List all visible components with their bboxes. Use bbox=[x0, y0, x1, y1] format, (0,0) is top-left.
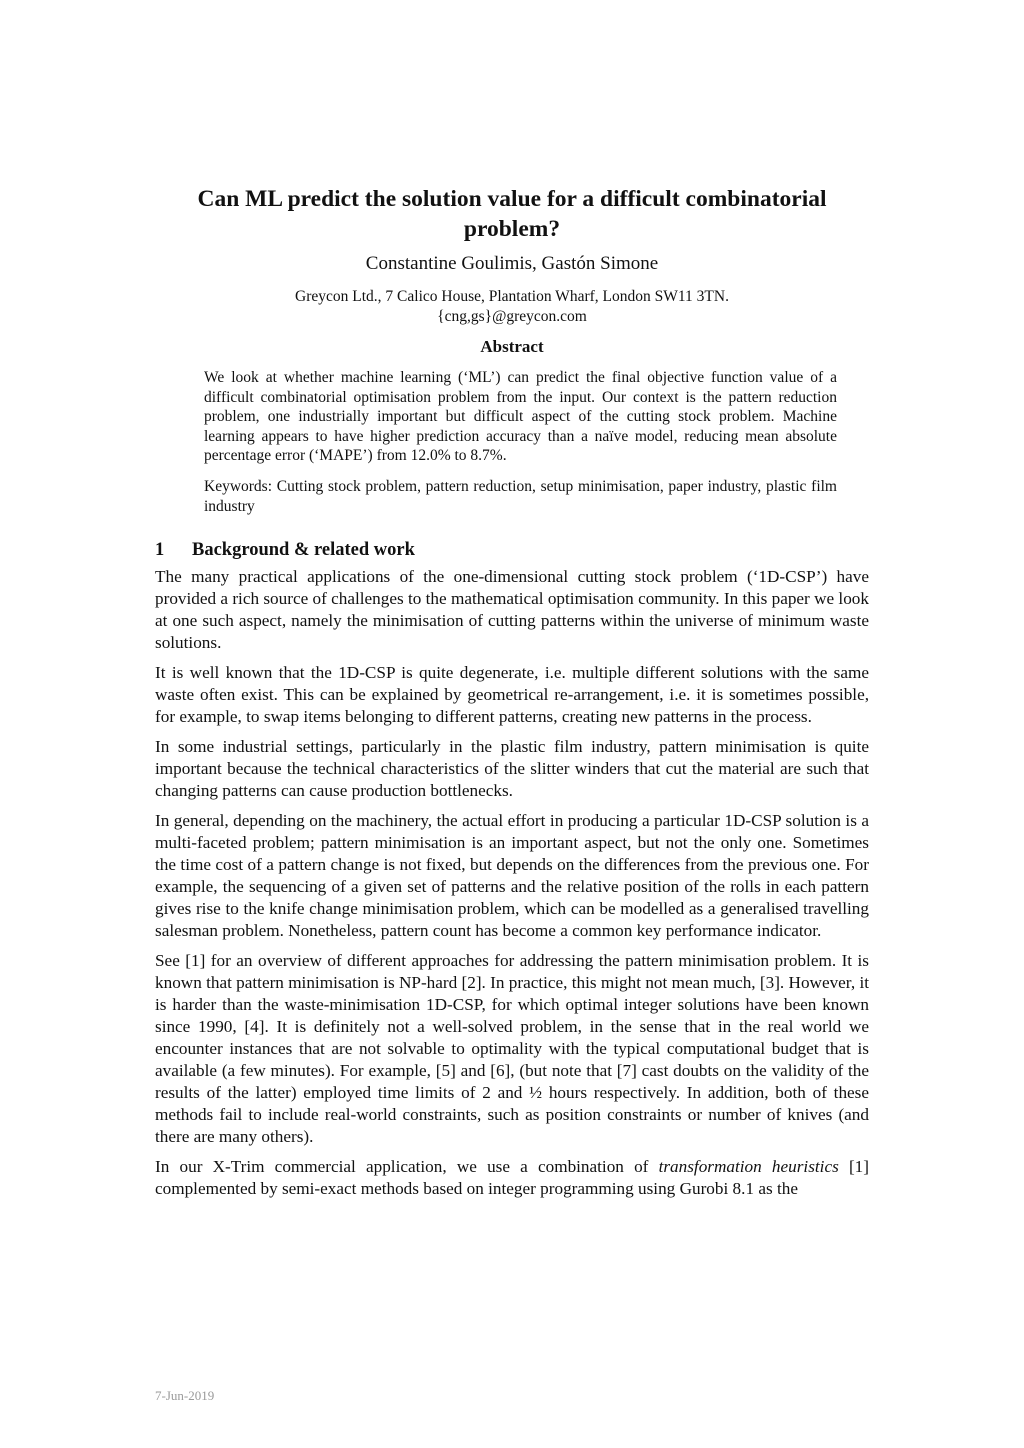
affiliation-address: Greycon Ltd., 7 Calico House, Plantation Wharf, London SW11 3TN. bbox=[295, 288, 729, 305]
body-paragraph-6 bbox=[155, 1156, 869, 1200]
abstract-heading: Abstract bbox=[480, 337, 544, 356]
section-title: Background & related work bbox=[192, 540, 415, 560]
body-paragraph-5: See [1] for an overview of different approaches for addressing the pattern minimisation problem. It is known that pattern minimisation is NP-hard [2]. In practice, this might not mean much, [3]. However, it is harder than the waste-minimisation 1D-CSP, for which optimal integer solutions have been known since 1990, [4]. It is definitely not a well-solved problem, in the sense that in the real world we encounter instances that are not solvable to optimality with the typical computational budget that is available (a few minutes). For example, [5] and [6], (but note that [7] cast doubts on the validity of the results of the latter) employed time limits of 2 and ½ hours respectively. In addition, both of these methods fail to include real-world constraints, such as position constraints or number of knives (and there are many others). bbox=[155, 951, 869, 1146]
abstract-text: We look at whether machine learning (‘ML’) can predict the final objective function value of a difficult combinatorial optimisation problem from the input. Our context is the pattern reduction problem, one industrially important but difficult aspect of the cutting stock problem. Machine learning appears to have higher prediction accuracy than a naïve model, reducing mean absolute percentage error (‘MAPE’) from 12.0% to 8.7%. bbox=[204, 369, 837, 465]
affiliation-block bbox=[150, 287, 874, 327]
keywords-text: Keywords: Cutting stock problem, pattern reduction, setup minimisation, paper industry, plastic film industry bbox=[204, 478, 837, 515]
author-email: {cng,gs}@greycon.com bbox=[437, 308, 587, 325]
paragraph-6-end: [1] complemented by semi-exact methods based on integer programming using Gurobi 8.1 as the bbox=[155, 1157, 869, 1198]
section-body bbox=[155, 566, 869, 1208]
body-paragraph-4: In general, depending on the machinery, the actual effort in producing a particular 1D-CSP solution is a multi-faceted problem; pattern minimisation is an important aspect, but not the only one. Sometimes the time cost of a pattern change is not fixed, but depends on the differences from the previous one. For example, the sequencing of a given set of patterns and the relative position of the rolls in each pattern gives rise to the knife change minimisation problem, which can be modelled as a generalised travelling salesman problem. Nonetheless, pattern count has become a common key performance indicator. bbox=[155, 811, 869, 940]
body-paragraph-2: It is well known that the 1D-CSP is quite degenerate, i.e. multiple different solutions with the same waste often exist. This can be explained by geometrical re-arrangement, i.e. it is sometimes possible, for example, to swap items belonging to different patterns, creating new patterns in the process. bbox=[155, 663, 869, 726]
emphasized-term: transformation heuristics bbox=[658, 1157, 839, 1176]
paper-title: Can ML predict the solution value for a difficult combinatorial problem? bbox=[197, 186, 827, 242]
author-list: Constantine Goulimis, Gastón Simone bbox=[365, 253, 659, 274]
section-number: 1 bbox=[155, 540, 165, 560]
body-paragraph-1: The many practical applications of the one-dimensional cutting stock problem (‘1D-CSP’) have provided a rich source of challenges to the mathematical optimisation community. In this paper we look at one such aspect, namely the minimisation of cutting patterns within the universe of minimum waste solutions. bbox=[155, 567, 869, 652]
paragraph-6-start: In our X-Trim commercial application, we use a combination of bbox=[155, 1157, 659, 1176]
footer-date: 7-Jun-2019 bbox=[155, 1388, 215, 1403]
body-paragraph-3: In some industrial settings, particularly in the plastic film industry, pattern minimisation is quite important because the technical characteristics of the slitter winders that cut the material are such that changing patterns can cause production bottlenecks. bbox=[155, 737, 869, 800]
section-heading bbox=[155, 538, 415, 562]
